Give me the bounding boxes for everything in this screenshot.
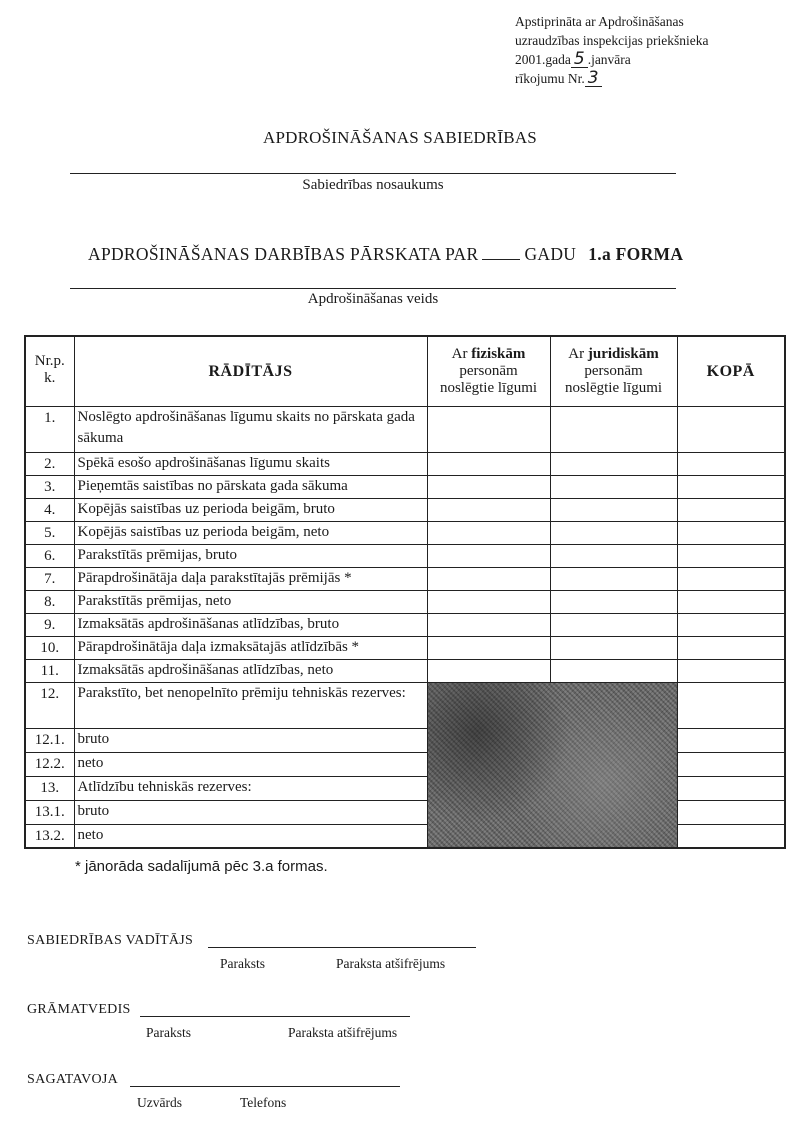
cell-physical[interactable] [427, 406, 550, 452]
approval-day-handwritten: 5 [571, 52, 588, 68]
row-number: 8. [25, 590, 74, 613]
row-number: 5. [25, 521, 74, 544]
head-decode-caption: Paraksta atšifrējums [336, 956, 446, 971]
cell-total[interactable] [677, 498, 785, 521]
cell-physical[interactable] [427, 613, 550, 636]
header-physical-line2: personām [459, 362, 518, 379]
cell-total[interactable] [677, 544, 785, 567]
cell-legal[interactable] [550, 636, 677, 659]
row-number: 12.2. [25, 752, 74, 776]
accountant-label: GRĀMATVEDIS [27, 1002, 131, 1017]
cell-total[interactable] [677, 406, 785, 452]
header-physical-line3: noslēgtie līgumi [439, 379, 538, 396]
row-number: 10. [25, 636, 74, 659]
cell-legal[interactable] [550, 521, 677, 544]
cell-total[interactable] [677, 682, 785, 728]
report-table [24, 335, 786, 849]
cell-legal[interactable] [550, 659, 677, 682]
cell-legal[interactable] [550, 613, 677, 636]
cell-physical[interactable] [427, 659, 550, 682]
header-physical-prefix: Ar [451, 345, 468, 362]
cell-physical[interactable] [427, 452, 550, 475]
approval-line-1: Apstiprināta ar Apdrošināšanas [515, 14, 684, 29]
approval-month: .janvāra [587, 52, 631, 67]
cell-total[interactable] [677, 636, 785, 659]
table-row [25, 521, 785, 544]
table-row [25, 475, 785, 498]
row-label: Kopējās saistības uz perioda beigām, bruto [74, 498, 427, 521]
cell-physical[interactable] [427, 498, 550, 521]
row-label: Pieņemtās saistības no pārskata gada sākuma [74, 475, 427, 498]
header-legal-persons [550, 336, 677, 406]
row-label: bruto [74, 800, 427, 824]
row-number: 1. [25, 406, 74, 452]
company-title: APDROŠINĀŠANAS SABIEDRĪBAS [263, 128, 537, 147]
row-number: 4. [25, 498, 74, 521]
head-sign-caption: Paraksts [220, 956, 265, 971]
table-row [25, 544, 785, 567]
head-signature-line[interactable] [208, 947, 476, 948]
report-title-suffix: GADU [524, 244, 577, 264]
table-row [25, 406, 785, 452]
cell-legal[interactable] [550, 498, 677, 521]
table-row [25, 636, 785, 659]
cell-total[interactable] [677, 659, 785, 682]
table-row [25, 659, 785, 682]
row-label: Izmaksātās apdrošināšanas atlīdzības, bruto [74, 613, 427, 636]
cell-legal[interactable] [550, 567, 677, 590]
row-number: 3. [25, 475, 74, 498]
cell-total[interactable] [677, 824, 785, 848]
approval-line-3 [515, 50, 708, 69]
company-name-caption: Sabiedrības nosaukums [302, 177, 444, 193]
header-legal-prefix: Ar [568, 345, 585, 362]
cell-physical[interactable] [427, 544, 550, 567]
insurance-type-line[interactable] [70, 288, 676, 289]
row-number: 9. [25, 613, 74, 636]
cell-physical[interactable] [427, 636, 550, 659]
prepared-phone-caption: Telefons [240, 1095, 287, 1110]
accountant-signature-line[interactable] [140, 1016, 410, 1017]
approval-note [515, 12, 708, 88]
approval-order-prefix: rīkojumu Nr. [515, 71, 585, 86]
table-row [25, 567, 785, 590]
approval-year: 2001.gada [515, 52, 571, 67]
header-indicator: RĀDĪTĀJS [74, 336, 427, 406]
row-label: neto [74, 752, 427, 776]
header-legal-line3: noslēgtie līgumi [564, 379, 663, 396]
row-label: Parakstīto, bet nenopelnīto prēmiju tehniskās rezerves: [74, 682, 427, 728]
header-legal-line2: personām [584, 362, 643, 379]
header-physical-keyword: fiziskām [471, 345, 526, 362]
cell-legal[interactable] [550, 590, 677, 613]
row-label: Atlīdzību tehniskās rezerves: [74, 776, 427, 800]
row-label: Pārapdrošinātāja daļa izmaksātajās atlīdzībās * [74, 636, 427, 659]
table-row [25, 498, 785, 521]
row-number: 12.1. [25, 728, 74, 752]
row-label: neto [74, 824, 427, 848]
row-number: 6. [25, 544, 74, 567]
cell-legal[interactable] [550, 406, 677, 452]
form-label: 1.a FORMA [588, 244, 684, 264]
cell-physical[interactable] [427, 475, 550, 498]
cell-total[interactable] [677, 590, 785, 613]
row-number: 13. [25, 776, 74, 800]
report-title [88, 244, 683, 265]
table-row [25, 452, 785, 475]
company-name-line[interactable] [70, 173, 676, 174]
cell-total[interactable] [677, 567, 785, 590]
row-label: Kopējās saistības uz perioda beigām, neto [74, 521, 427, 544]
table-row [25, 613, 785, 636]
row-number: 12. [25, 682, 74, 728]
cell-legal[interactable] [550, 452, 677, 475]
cell-physical[interactable] [427, 590, 550, 613]
prepared-line[interactable] [130, 1086, 400, 1087]
cell-total[interactable] [677, 728, 785, 752]
row-number: 13.2. [25, 824, 74, 848]
accountant-decode-caption: Paraksta atšifrējums [288, 1025, 398, 1040]
cell-total[interactable] [677, 452, 785, 475]
approval-order-number-handwritten: 3 [585, 71, 602, 87]
row-label: Spēkā esošo apdrošināšanas līgumu skaits [74, 452, 427, 475]
report-year-blank[interactable] [482, 247, 520, 260]
cell-total[interactable] [677, 521, 785, 544]
cell-legal[interactable] [550, 475, 677, 498]
cell-legal[interactable] [550, 544, 677, 567]
row-label: Izmaksātās apdrošināšanas atlīdzības, neto [74, 659, 427, 682]
row-number: 13.1. [25, 800, 74, 824]
row-number: 11. [25, 659, 74, 682]
cell-total[interactable] [677, 800, 785, 824]
cell-total[interactable] [677, 752, 785, 776]
approval-line-2: uzraudzības inspekcijas priekšnieka [515, 33, 709, 48]
table-header-row [25, 336, 785, 406]
header-physical-persons [427, 336, 550, 406]
cell-total[interactable] [677, 475, 785, 498]
approval-line-4 [515, 69, 708, 88]
insurance-type-caption: Apdrošināšanas veids [307, 291, 439, 307]
header-nr: Nr.p. k. [25, 336, 74, 406]
prepared-name-caption: Uzvārds [137, 1095, 182, 1110]
table-row [25, 590, 785, 613]
report-title-prefix: APDROŠINĀŠANAS DARBĪBAS PĀRSKATA PAR [88, 244, 479, 264]
row-label: bruto [74, 728, 427, 752]
cell-total[interactable] [677, 613, 785, 636]
row-number: 7. [25, 567, 74, 590]
accountant-sign-caption: Paraksts [146, 1025, 191, 1040]
row-number: 2. [25, 452, 74, 475]
head-label: SABIEDRĪBAS VADĪTĀJS [27, 933, 194, 948]
row-label: Parakstītās prēmijas, bruto [74, 544, 427, 567]
table-row [25, 682, 785, 728]
cell-physical[interactable] [427, 567, 550, 590]
prepared-label: SAGATAVOJA [27, 1072, 119, 1087]
row-label: Pārapdrošinātāja daļa parakstītajās prēmijās * [74, 567, 427, 590]
row-label: Noslēgto apdrošināšanas līgumu skaits no pārskata gada sākuma [74, 406, 427, 452]
shaded-cells-not-applicable [427, 682, 677, 848]
footnote: * jānorāda sadalījumā pēc 3.a formas. [75, 858, 328, 875]
row-label: Parakstītās prēmijas, neto [74, 590, 427, 613]
header-total: KOPĀ [677, 336, 785, 406]
cell-total[interactable] [677, 776, 785, 800]
header-legal-keyword: juridiskām [587, 345, 659, 362]
cell-physical[interactable] [427, 521, 550, 544]
